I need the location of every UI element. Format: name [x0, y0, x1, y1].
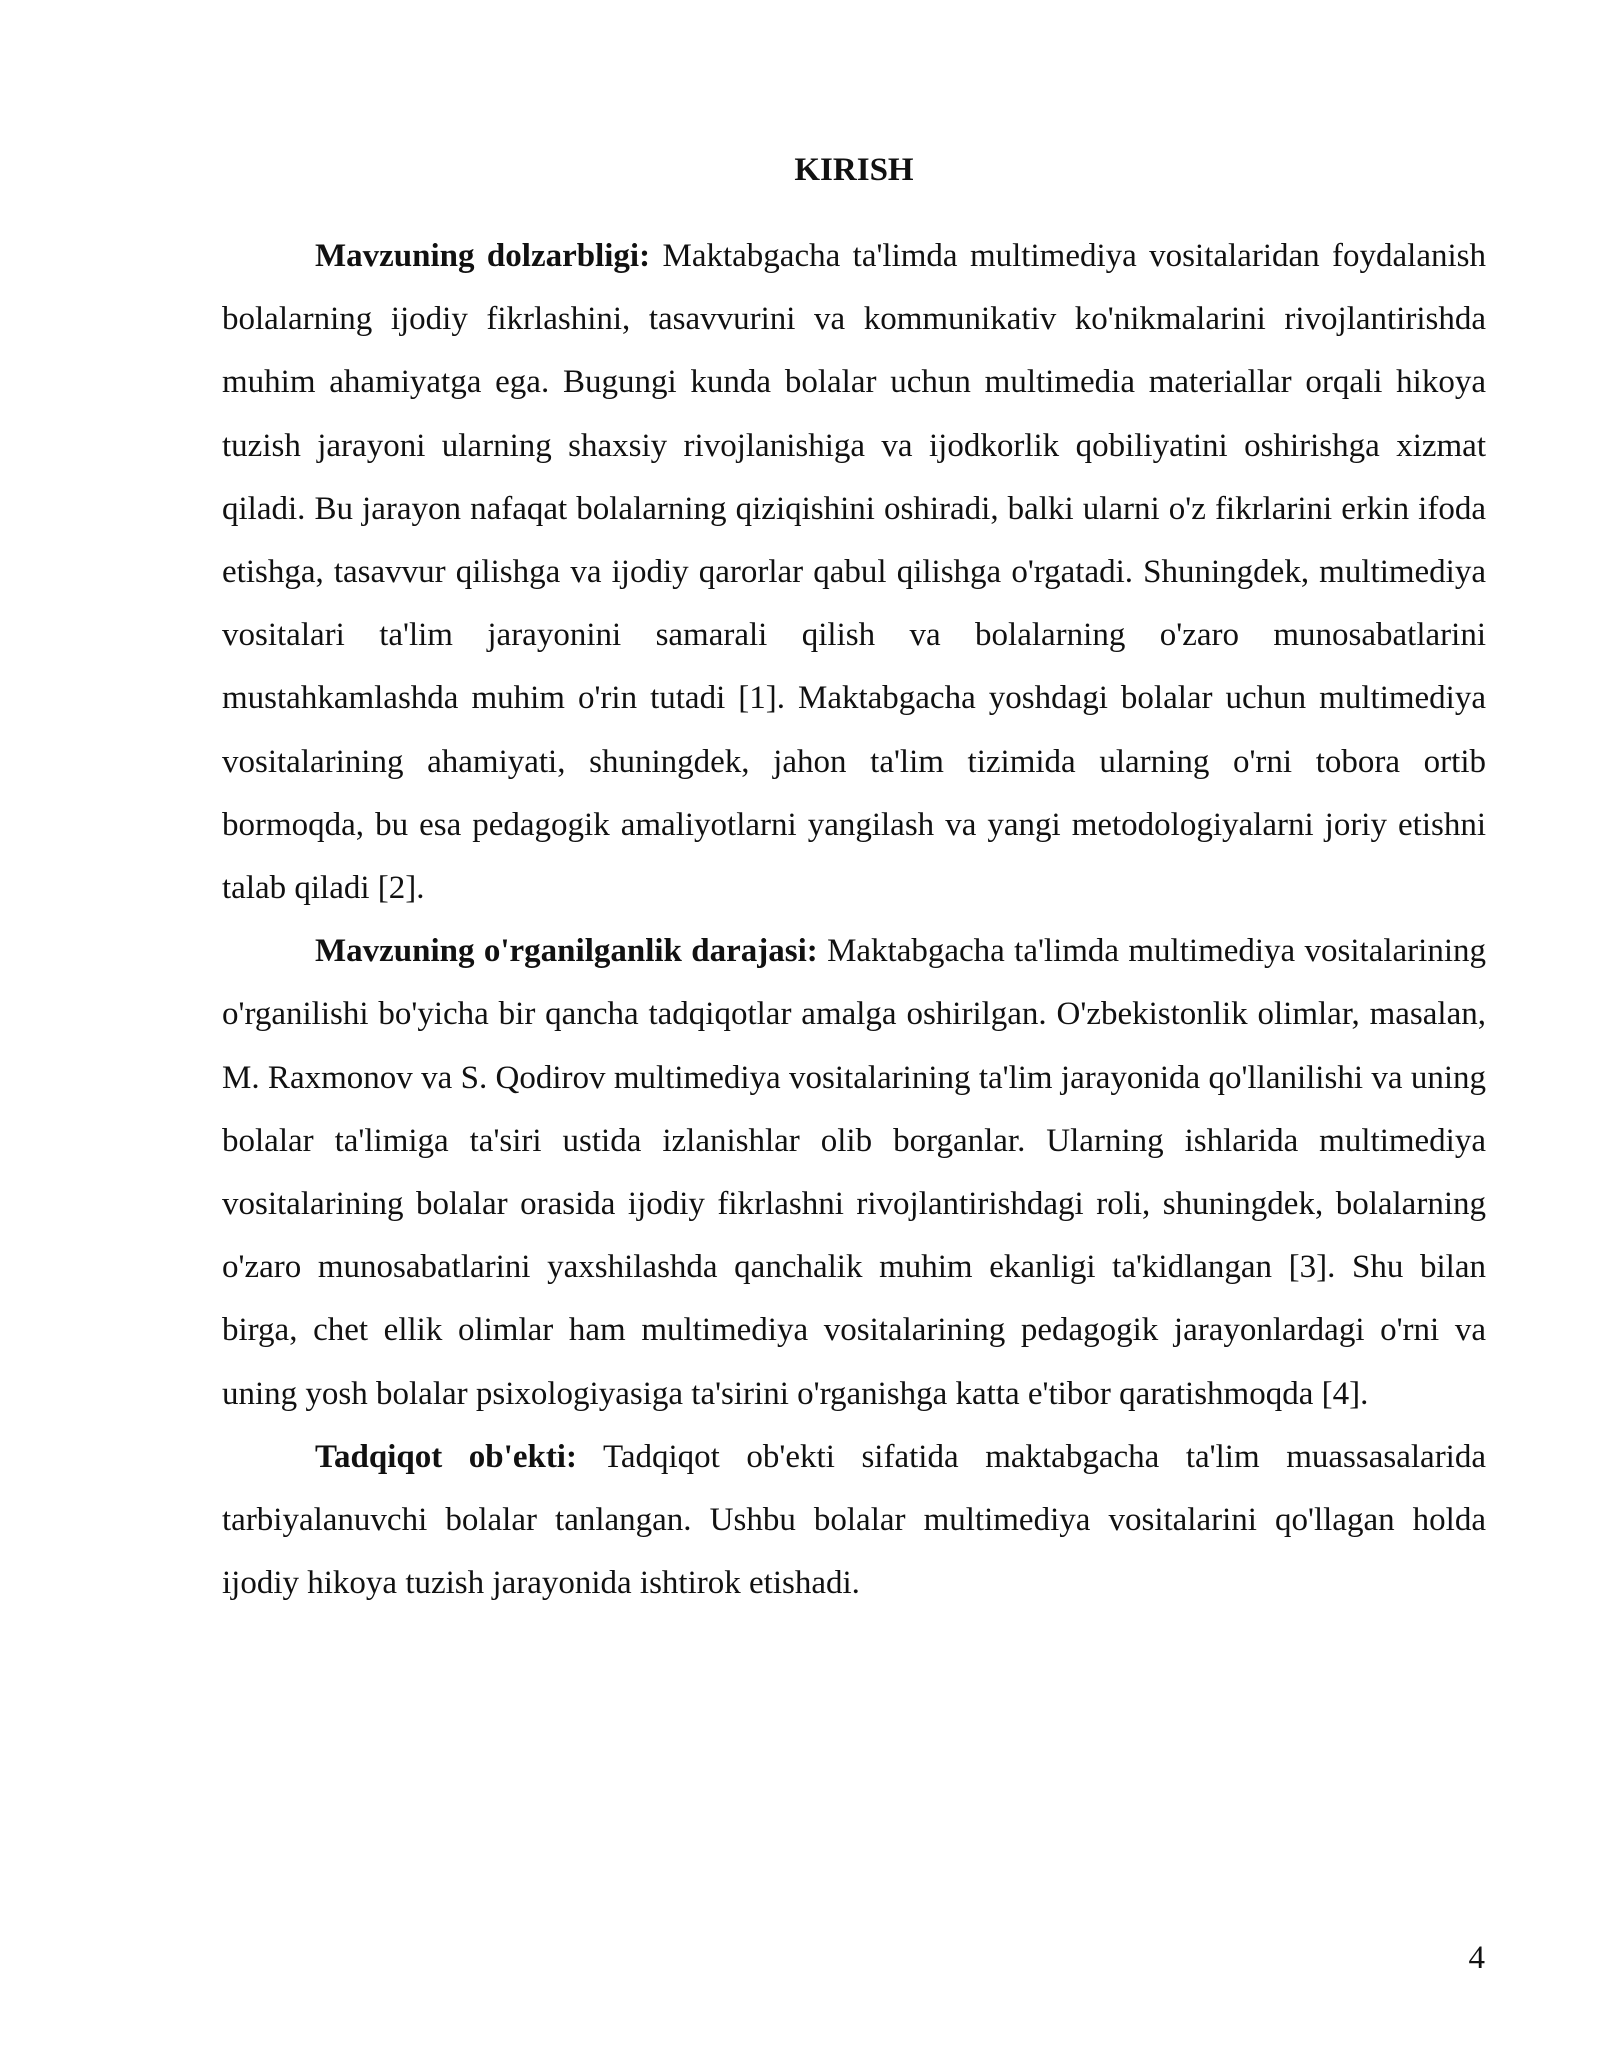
page-title: KIRISH — [794, 152, 914, 188]
page-number: 4 — [1468, 1940, 1485, 1976]
paragraph-heading: Mavzuning o'rganilganlik darajasi: — [315, 933, 818, 970]
paragraph-text: Tadqiqot ob'ekti sifatida maktabgacha ta'lim muassasalarida tarbiyalanuvchi bolalar tanlangan. Ushbu bolalar multimediya vositalarini qo'llagan holda ijodiy hikoya tuzish jarayonida ishtirok etishadi. — [222, 1438, 1486, 1602]
paragraph-heading: Mavzuning dolzarbligi: — [315, 238, 651, 274]
paragraph-study-level — [222, 920, 1486, 1426]
paragraph-research-object — [222, 1426, 1486, 1616]
paragraph-text: Maktabgacha ta'limda multimediya vositalarining o'rganilishi bo'yicha bir qancha tadqiqotlar amalga oshirilgan. O'zbekistonlik olimlar, masalan, M. Raxmonov va S. Qodirov multimediya vositalarining ta'lim jarayonida qo'llanilishi va uning bolalar ta'limiga ta'siri ustida izlanishlar olib borganlar. Ularning ishlarida multimediya vositalarining bolalar orasida ijodiy fikrlashni rivojlantirishdagi roli, shuningdek, bolalarning o'zaro munosabatlarini yaxshilashda qanchalik muhim ekanligi ta'kidlangan [3]. Shu bilan birga, chet ellik olimlar ham multimediya vositalarining pedagogik jarayonlardagi o'rni va uning yosh bolalar psixologiyasiga ta'sirini o'rganishga katta e'tibor qaratishmoqda [4]. — [222, 933, 1486, 1412]
page-content — [222, 146, 1486, 1615]
paragraph-text: Maktabgacha ta'limda multimediya vositalaridan foydalanish bolalarning ijodiy fikrlashini, tasavvurini va kommunikativ ko'nikmalarini rivojlantirishda muhim ahamiyatga ega. Bugungi kunda bolalar uchun multimedia materiallar orqali hikoya tuzish jarayoni ularning shaxsiy rivojlanishiga va ijodkorlik qobiliyatini oshirishga xizmat qiladi. Bu jarayon nafaqat bolalarning qiziqishini oshiradi, balki ularni o'z fikrlarini erkin ifoda etishga, tasavvur qilishga va ijodiy qarorlar qabul qilishga o'rgatadi. Shuningdek, multimediya vositalari ta'lim jarayonini samarali qilish va bolalarning o'zaro munosabatlarini mustahkamlashda muhim o'rin tutadi [1]. Maktabgacha yoshdagi bolalar uchun multimediya vositalarining ahamiyati, shuningdek, jahon ta'lim tizimida ularning o'rni tobora ortib bormoqda, bu esa pedagogik amaliyotlarni yangilash va yangi metodologiyalarni joriy etishni talab qiladi [2]. — [222, 238, 1486, 907]
paragraph-heading: Tadqiqot ob'ekti: — [315, 1438, 577, 1475]
paragraph-relevance — [222, 225, 1486, 920]
